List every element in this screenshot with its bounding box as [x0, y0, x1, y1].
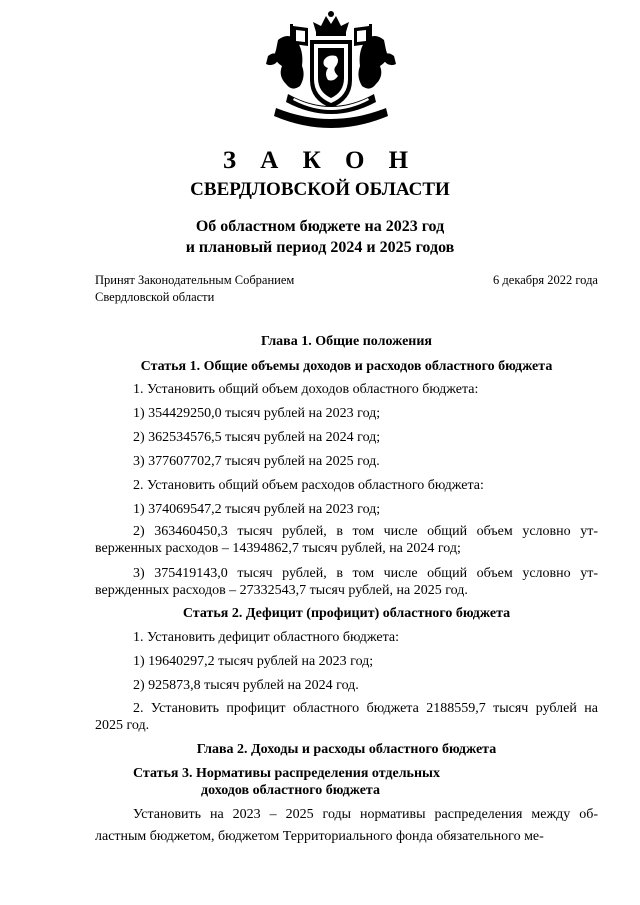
article-1-item: 1) 354429250,0 тысяч рублей на 2023 год; [133, 406, 381, 421]
article-3-title-line-2: доходов областного бюджета [201, 783, 380, 798]
adopted-by [95, 272, 294, 306]
article-2-title: Статья 2. Дефицит (профицит) областного бюджета [182, 606, 511, 621]
article-1-paragraph: 1. Установить общий объем доходов областного бюджета: [133, 382, 479, 397]
coat-of-arms-icon [258, 10, 404, 142]
article-2-paragraph: 2. Установить профицит областного бюджета 2188559,7 тысяч рублей на 2025 год. [95, 701, 598, 733]
chapter-1-title: Глава 1. Общие положения [260, 334, 432, 349]
article-1-item: 3) 377607702,7 тысяч рублей на 2025 год. [133, 454, 380, 469]
article-2-paragraph: 1. Установить дефицит областного бюджета: [133, 630, 399, 645]
article-1-item: 2) 362534576,5 тысяч рублей на 2024 год; [133, 430, 381, 445]
article-2-item: 2) 925873,8 тысяч рублей на 2024 год. [133, 678, 359, 693]
adoption-date: 6 декабря 2022 года [493, 273, 598, 287]
adopted-line-2: Свердловской области [95, 290, 215, 304]
adopted-line-1: Принят Законодательным Собранием [95, 273, 295, 287]
region-title: СВЕРДЛОВСКОЙ ОБЛАСТИ [190, 179, 450, 200]
subtitle-line-1: Об областном бюджете на 2023 год [195, 218, 445, 235]
article-3-paragraph: Установить на 2023 – 2025 годы нормативы распределения между об-ластным бюджетом, бюджетом Территориального фонда обязательного ме- [95, 807, 598, 844]
article-3-title-line-1: Статья 3. Нормативы распределения отдельных [133, 766, 440, 781]
article-2-item: 1) 19640297,2 тысяч рублей на 2023 год; [133, 654, 374, 669]
article-3-title [133, 765, 440, 799]
law-subtitle [0, 216, 640, 258]
article-1-title: Статья 1. Общие объемы доходов и расходов областного бюджета [140, 359, 553, 374]
article-1-item: 1) 374069547,2 тысяч рублей на 2023 год; [133, 502, 381, 517]
article-1-item: 3) 375419143,0 тысяч рублей, в том числе общий объем условно ут-вержденных расходов – 27332543,7 тысяч рублей, на 2025 год. [95, 566, 598, 598]
chapter-2-title: Глава 2. Доходы и расходы областного бюджета [196, 742, 497, 757]
subtitle-line-2: и плановый период 2024 и 2025 годов [185, 239, 455, 256]
article-1-item: 2) 363460450,3 тысяч рублей, в том числе общий объем условно ут-верженных расходов – 14394862,7 тысяч рублей, на 2024 год; [95, 524, 598, 556]
law-title: З А К О Н [222, 147, 418, 174]
article-1-paragraph: 2. Установить общий объем расходов областного бюджета: [133, 478, 484, 493]
